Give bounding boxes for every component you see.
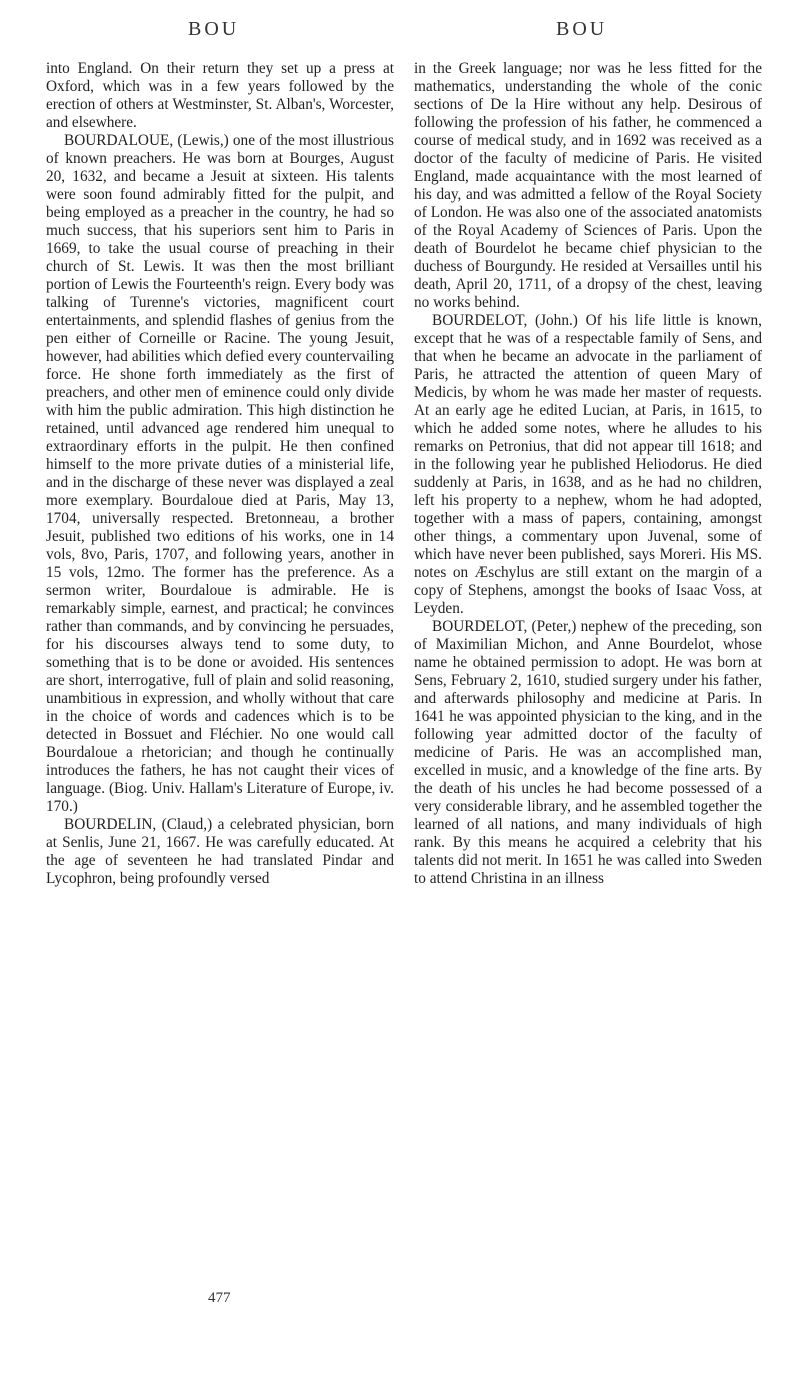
- left-column: [46, 60, 394, 888]
- right-column: [414, 60, 762, 888]
- running-header-left: BOU: [188, 18, 240, 40]
- page-number: 477: [208, 1290, 231, 1306]
- entry-bourdelot-peter: BOURDELOT, (Peter,) nephew of the preceding, son of Maximilian Michon, and Anne Bourdelot, whose name he obtained permission to adopt. He was born at Sens, February 2, 1610, studied surgery under his father, and afterwards philosophy and medicine at Paris. In 1641 he was appointed physician to the king, and in the following year admitted doctor of the faculty of medicine of Paris. He was an accomplished man, excelled in music, and a knowledge of the fine arts. By the death of his uncles he had become possessed of a very considerable library, and he assembled together the learned of all nations, and many individuals of high rank. By this means he acquired a celebrity that his talents did not merit. In 1651 he was called into Sweden to attend Christina in an illness: [414, 618, 762, 887]
- entry-bourdelin: BOURDELIN, (Claud,) a celebrated physician, born at Senlis, June 21, 1667. He was carefully educated. At the age of seventeen he had translated Pindar and Lycophron, being profoundly versed: [46, 816, 394, 887]
- entry-bourdaloue: BOURDALOUE, (Lewis,) one of the most illustrious of known preachers. He was born at Bourges, August 20, 1632, and became a Jesuit at sixteen. His talents were soon found admirably fitted for the pulpit, and being employed as a preacher in the country, he had so much success, that his superiors sent him to Paris in 1669, to take the usual course of preaching in their church of St. Lewis. It was then the most brilliant portion of Lewis the Fourteenth's reign. Every body was talking of Turenne's victories, magnificent court entertainments, and splendid flashes of genius from the pen either of Corneille or Racine. The young Jesuit, however, had abilities which defied every countervailing force. He shone forth immediately as the first of preachers, and other men of eminence could only divide with him the public admiration. This high distinction he retained, until advanced age rendered him unequal to extraordinary efforts in the pulpit. He then confined himself to the more private duties of a ministerial life, and in the discharge of these never was displayed a zeal more exemplary. Bourdaloue died at Paris, May 13, 1704, universally respected. Bretonneau, a brother Jesuit, published two editions of his works, one in 14 vols, 8vo, Paris, 1707, and following years, another in 15 vols, 12mo. The former has the preference. As a sermon writer, Bourdaloue is admirable. He is remarkably simple, earnest, and practical; he convinces rather than commands, and by convincing he persuades, for his discourses always tend to some duty, to something that is to be done or avoided. His sentences are short, interrogative, full of plain and solid reasoning, unambitious in expression, and wholly without that care in the choice of words and cadences which is to be detected in Bossuet and Fléchier. No one would call Bourdaloue a rhetorician; and though he continually introduces the fathers, he has not caught their vices of language. (Biog. Univ. Hallam's Literature of Europe, iv. 170.): [46, 132, 394, 815]
- paragraph-continuation: into England. On their return they set up a press at Oxford, which was in a few years followed by the erection of others at Westminster, St. Alban's, Worcester, and elsewhere.: [46, 60, 394, 131]
- running-header-right: BOU: [556, 18, 608, 40]
- entry-bourdelot-john: BOURDELOT, (John.) Of his life little is known, except that he was of a respectable family of Sens, and that when he became an advocate in the parliament of Paris, he attracted the attention of queen Mary of Medicis, by whom he was made her master of requests. At an early age he edited Lucian, at Paris, in 1615, to which he added some notes, where he alludes to his remarks on Petronius, that did not appear till 1618; and in the following year he published Heliodorus. He died suddenly at Paris, in 1638, and as he had no children, left his property to a nephew, whom he had adopted, together with a mass of papers, containing, amongst other things, a commentary upon Juvenal, some of which have never been published, says Moreri. His MS. notes on Æschylus are still extant on the margin of a copy of Stephens, amongst the books of Isaac Voss, at Leyden.: [414, 312, 762, 617]
- paragraph-continuation: in the Greek language; nor was he less fitted for the mathematics, understanding the whole of the conic sections of De la Hire without any help. Desirous of following the profession of his father, he commenced a course of medical study, and in 1692 was received as a doctor of the faculty of medicine of Paris. He visited England, made acquaintance with the most learned of his day, and was admitted a fellow of the Royal Society of London. He was also one of the associated anatomists of the Royal Academy of Sciences of Paris. Upon the death of Bourdelot he became chief physician to the duchess of Bourgundy. He resided at Versailles until his death, April 20, 1711, of a dropsy of the chest, leaving no works behind.: [414, 60, 762, 311]
